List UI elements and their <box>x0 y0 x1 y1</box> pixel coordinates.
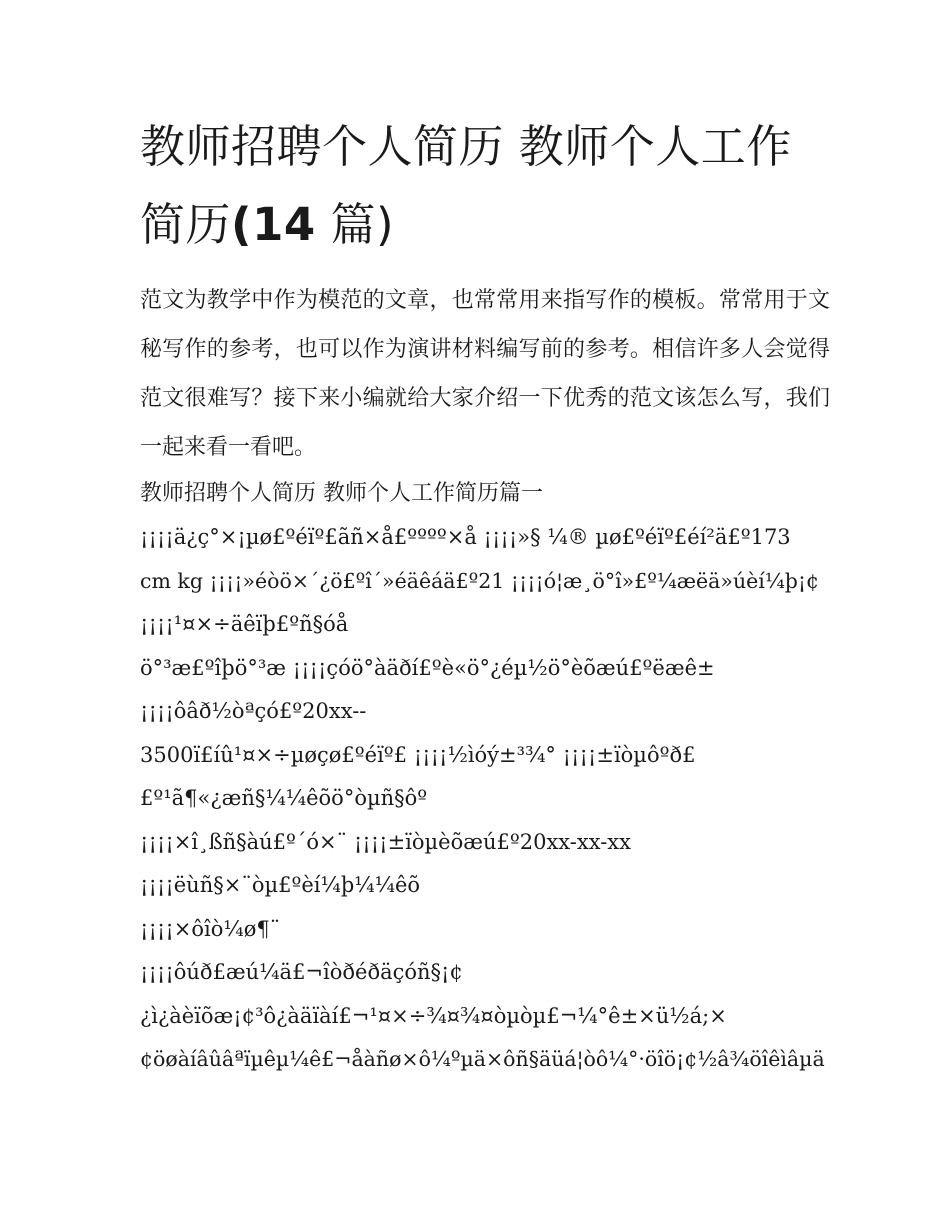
intro-paragraph: 范文为教学中作为模范的文章，也常常用来指写作的模板。常常用于文秘写作的参考，也可以作为演讲材料编写前的参考。相信许多人会觉得范文很难写？接下来小编就给大家介绍一下优秀的范文该怎么写，我们一起来看一看吧。 <box>140 288 830 460</box>
document-page <box>140 108 830 1082</box>
text-line: ¡¡¡¡ëùñ§×¨òµ£ºèí¼þ¼¼êõ <box>140 873 421 897</box>
text-line: cm kg ¡¡¡¡»éòö×´¿ö£ºî´»éäêáä£º21 ¡¡¡¡ó¦æ¸ö°î»£º¼æëä»úèí¼þ¡¢ <box>140 568 820 593</box>
text-line: ¢öøàíâûâªïµêµ¼ê£¬åàñø×ô¼ºµä×ôñ§äüá¦òô¼°·öîö¡¢½â¾öîêìâµä <box>140 1047 825 1071</box>
text-line: ¡¡¡¡ôúð£æú¼ä£¬îòðéðäçóñ§¡¢ <box>140 960 463 984</box>
text-line: ¡¡¡¡ôâð½òªçó£º20xx-- <box>140 699 367 723</box>
title-count: (14 <box>231 198 316 251</box>
text-line: £º¹ã¶«¿æñ§¼¼êõö°òµñ§ôº <box>140 786 428 810</box>
title-text: 教师招聘个人简历 教师个人工作简历 <box>140 120 792 251</box>
text-line: ¡¡¡¡ä¿ç°×¡µø£ºéïº£ãñ×å£ºººº×å ¡¡¡¡»§ ¼® µø£ºéïº£éí²ä£º173 <box>140 525 791 549</box>
text-line: ¡¡¡¡¹¤×÷äêïþ£ºñ§óå <box>140 612 349 636</box>
section-heading: 教师招聘个人简历 教师个人工作简历篇一 <box>140 481 543 506</box>
text-line: 3500ï£íû¹¤×÷µøçø£ºéïº£ ¡¡¡¡½ìóý±³¾° ¡¡¡¡±ïòµôºð£ <box>140 742 696 767</box>
title-suffix: 篇) <box>315 198 395 251</box>
text-line: ¡¡¡¡×î¸ßñ§àú£º´ó×¨ ¡¡¡¡±ïòµèõæú£º20xx-xx-xx <box>140 829 631 854</box>
document-title <box>140 108 830 264</box>
text-line: ¿ì¿àèïõæ¡¢³ô¿àäïàí£¬¹¤×÷¾¤¾¤òµòµ£¬¼°ê±×ü½á;× <box>140 1003 727 1028</box>
text-line: ö°³æ£ºîþö°³æ ¡¡¡¡çóö°àäðí£ºè«ö°¿éµ½ö°èõæú£ºëæê± <box>140 655 715 680</box>
text-line: ¡¡¡¡×ôîò¼ø¶¨ <box>140 916 281 941</box>
